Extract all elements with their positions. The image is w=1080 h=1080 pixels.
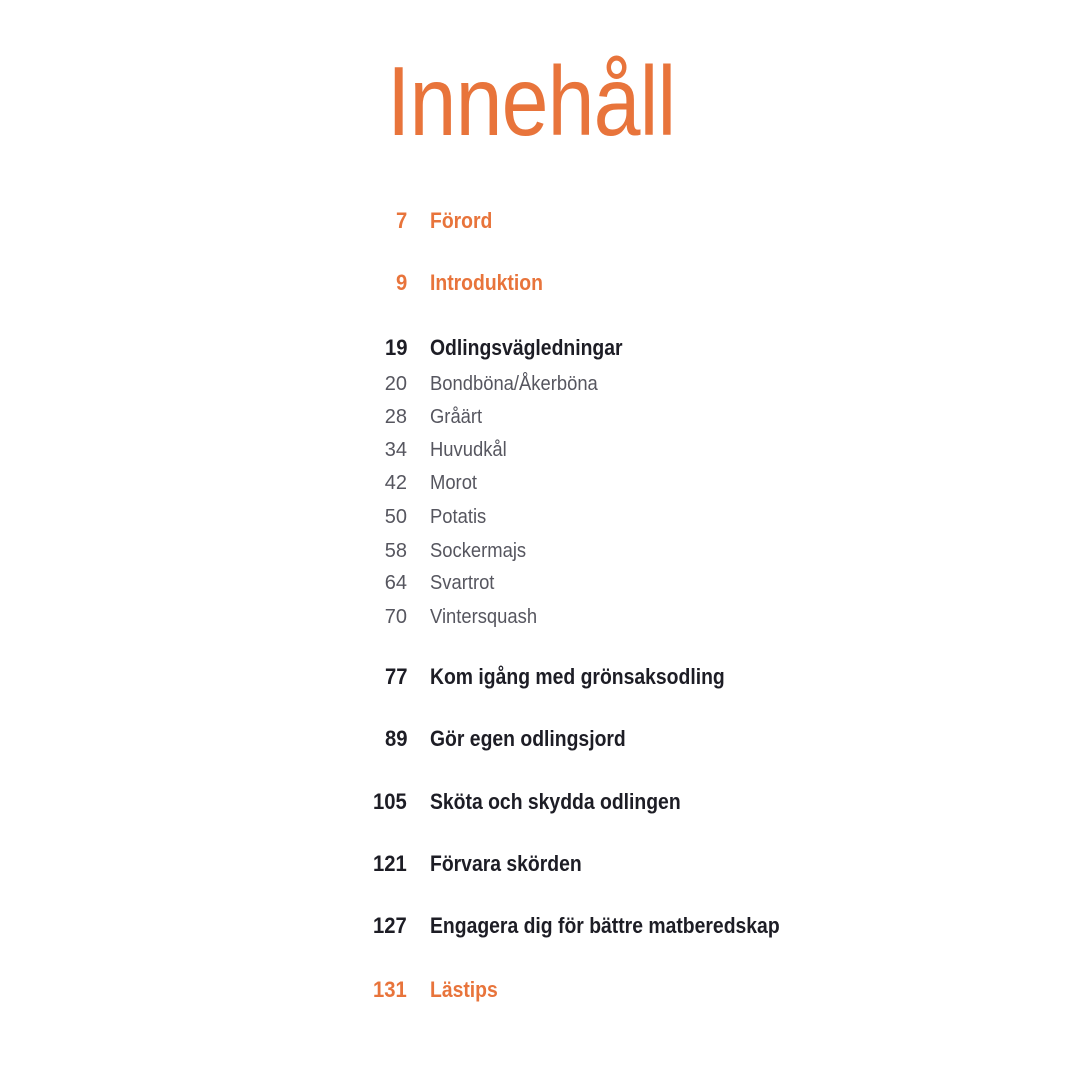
- toc-entry[interactable]: [0, 367, 1080, 401]
- toc-page-number: 70: [384, 606, 407, 628]
- toc-entry[interactable]: [0, 534, 1080, 568]
- toc-page-number: 42: [384, 472, 407, 494]
- toc-page-number: 50: [384, 506, 407, 528]
- toc-page-number: 77: [384, 664, 407, 689]
- toc-page-number: 34: [384, 439, 407, 461]
- toc-entry-title: Bondböna/Åkerböna: [430, 373, 598, 395]
- toc-entry-title: Gör egen odlingsjord: [430, 726, 626, 751]
- toc-page-number: 7: [395, 208, 407, 233]
- toc-entry-title: Förord: [430, 208, 493, 233]
- toc-page-number: 9: [395, 270, 407, 295]
- toc-entry[interactable]: [0, 909, 1080, 943]
- toc-entry[interactable]: [0, 847, 1080, 881]
- toc-entry[interactable]: [0, 785, 1080, 819]
- toc-entry[interactable]: [0, 266, 1080, 300]
- toc-entry[interactable]: [0, 973, 1080, 1007]
- toc-entry-title: Introduktion: [430, 270, 543, 295]
- toc-page-number: 131: [373, 977, 407, 1002]
- toc-entry[interactable]: [0, 400, 1080, 434]
- toc-entry[interactable]: [0, 204, 1080, 238]
- toc-entry[interactable]: [0, 660, 1080, 694]
- toc-entry-title: Gråärt: [430, 406, 483, 428]
- toc-entry-title: Huvudkål: [430, 439, 507, 461]
- toc-entry-title: Sockermajs: [430, 540, 527, 562]
- toc-entry-title: Vintersquash: [430, 606, 538, 628]
- toc-page-number: 64: [384, 572, 407, 594]
- toc-entry-title: Morot: [430, 472, 478, 494]
- toc-entry[interactable]: [0, 722, 1080, 756]
- toc-page-number: 19: [384, 335, 407, 360]
- toc-page-number: 121: [373, 851, 407, 876]
- toc-entry[interactable]: [0, 500, 1080, 534]
- toc-page-number: 105: [373, 789, 407, 814]
- page-title: Innehåll: [387, 46, 676, 156]
- toc-page-number: 58: [384, 540, 407, 562]
- toc-entry-title: Sköta och skydda odlingen: [430, 789, 681, 814]
- toc-page-number: 127: [373, 913, 407, 938]
- toc-entry-title: Förvara skörden: [430, 851, 582, 876]
- toc-page-number: 89: [384, 726, 407, 751]
- toc-entry[interactable]: [0, 331, 1080, 365]
- toc-entry-title: Lästips: [430, 977, 498, 1002]
- toc-entry-title: Potatis: [430, 506, 487, 528]
- toc-entry-title: Kom igång med grönsaksodling: [430, 664, 725, 689]
- toc-page-number: 20: [384, 373, 407, 395]
- toc-entry-title: Odlingsvägledningar: [430, 335, 623, 360]
- toc-entry[interactable]: [0, 566, 1080, 600]
- toc-entry-title: Engagera dig för bättre matberedskap: [430, 913, 780, 938]
- toc-entry[interactable]: [0, 433, 1080, 467]
- toc-entry[interactable]: [0, 466, 1080, 500]
- toc-page-number: 28: [384, 406, 407, 428]
- toc-entry[interactable]: [0, 600, 1080, 634]
- toc-entry-title: Svartrot: [430, 572, 495, 594]
